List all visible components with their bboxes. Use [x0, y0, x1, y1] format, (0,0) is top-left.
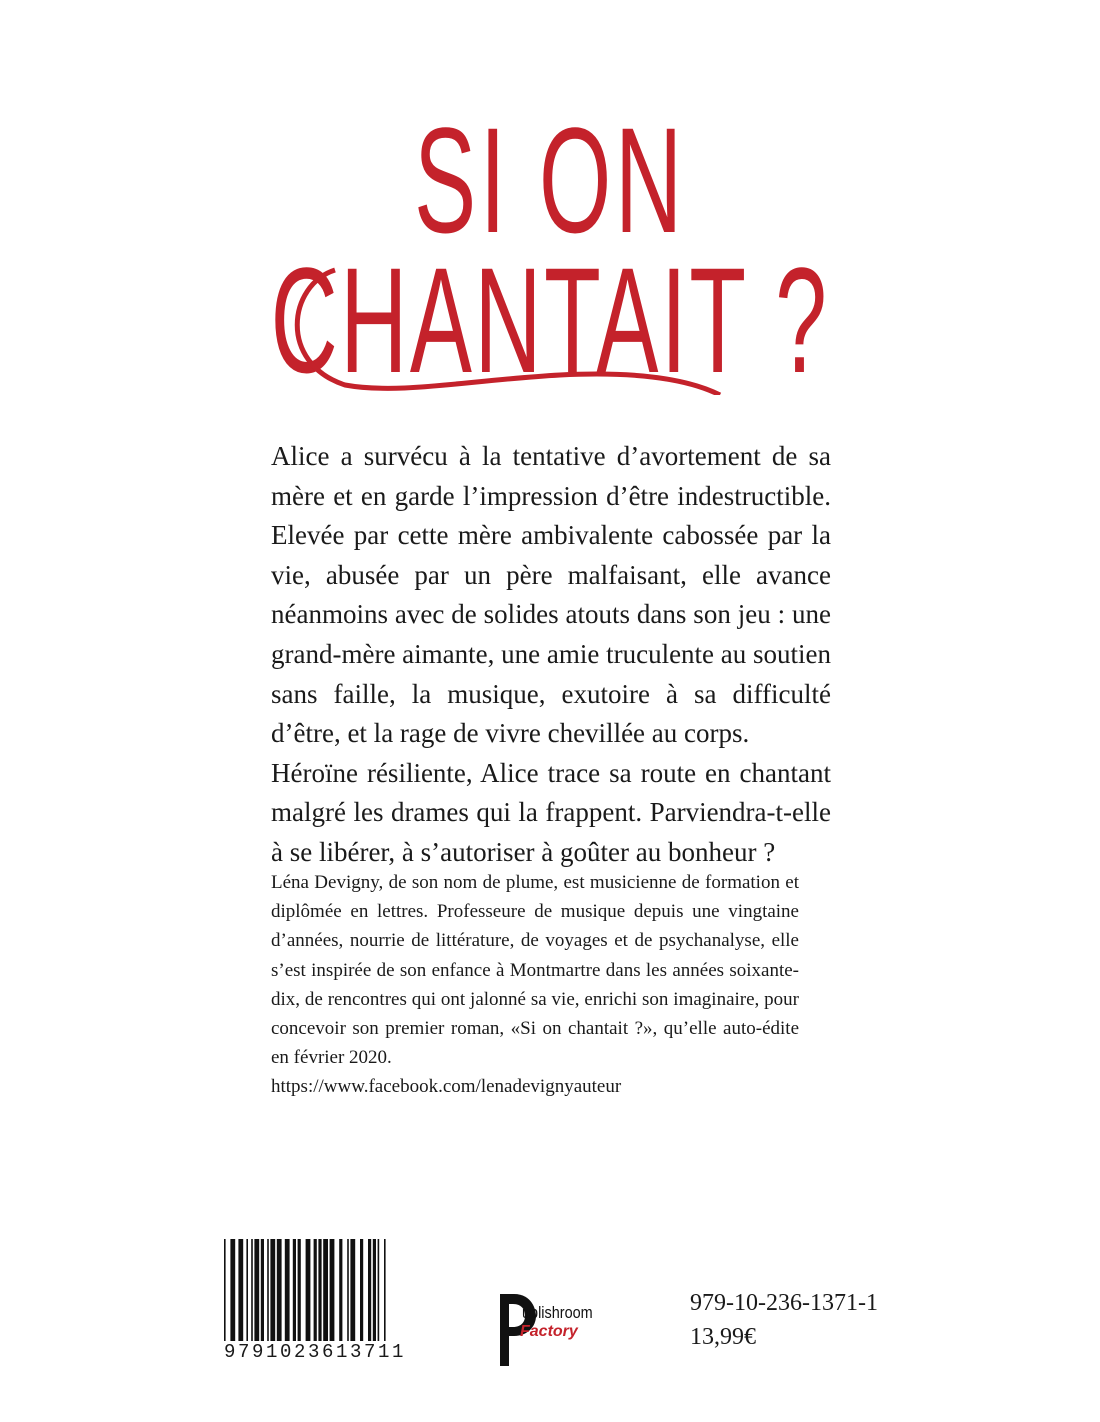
book-price: 13,99€: [690, 1324, 756, 1350]
author-bio: [271, 868, 799, 1102]
publisher-sub: Factory: [520, 1323, 578, 1340]
title-line-1: SI ON: [414, 96, 686, 264]
isbn-number: 979-10-236-1371-1: [690, 1290, 878, 1316]
title-line-2: CHANTAIT ?: [270, 236, 830, 404]
publisher-name: [522, 1303, 593, 1323]
blurb-paragraph-1: Alice a survécu à la tentative d’avortement de sa mère et en garde l’impression d’être indestructible. Elevée par cette mère ambivalente cabossée par la vie, abusée par un père malfaisant, elle avance néanmoins avec de solides atouts dans son jeu : une grand-mère aimante, une amie truculente au soutien sans faille, la musique, exutoire à sa difficulté d’être, et la rage de vivre chevillée au corps.: [271, 441, 832, 749]
title-swash-ornament: [0, 95, 1100, 404]
barcode-digits: 9791023613711: [222, 1341, 427, 1363]
blurb-paragraph-2: Héroïne résiliente, Alice trace sa route en chantant malgré les drames qui la frappent. Parviendra-t-elle à se libérer, à s’autoriser à goûter au bonheur ?: [271, 757, 831, 867]
back-cover-blurb: [271, 437, 831, 873]
isbn-barcode: [222, 1239, 427, 1363]
book-title: [0, 95, 1100, 404]
publisher-name-text: ublishroom: [522, 1303, 593, 1322]
author-facebook-link[interactable]: https://www.facebook.com/lenadevignyauteur: [271, 1076, 622, 1098]
author-bio-text: Léna Devigny, de son nom de plume, est musicienne de formation et diplômée en lettres. Professeure de musique depuis une vingtaine d’années, nourrie de littérature, de voyages et de psychanalyse, elle s’est inspirée de son enfance à Montmartre dans les années soixante-dix, de rencontres qui ont jalonné sa vie, enrichi son imaginaire, pour concevoir son premier roman, «Si on chantait ?», qu’elle auto-édite en février 2020.: [271, 872, 799, 1069]
